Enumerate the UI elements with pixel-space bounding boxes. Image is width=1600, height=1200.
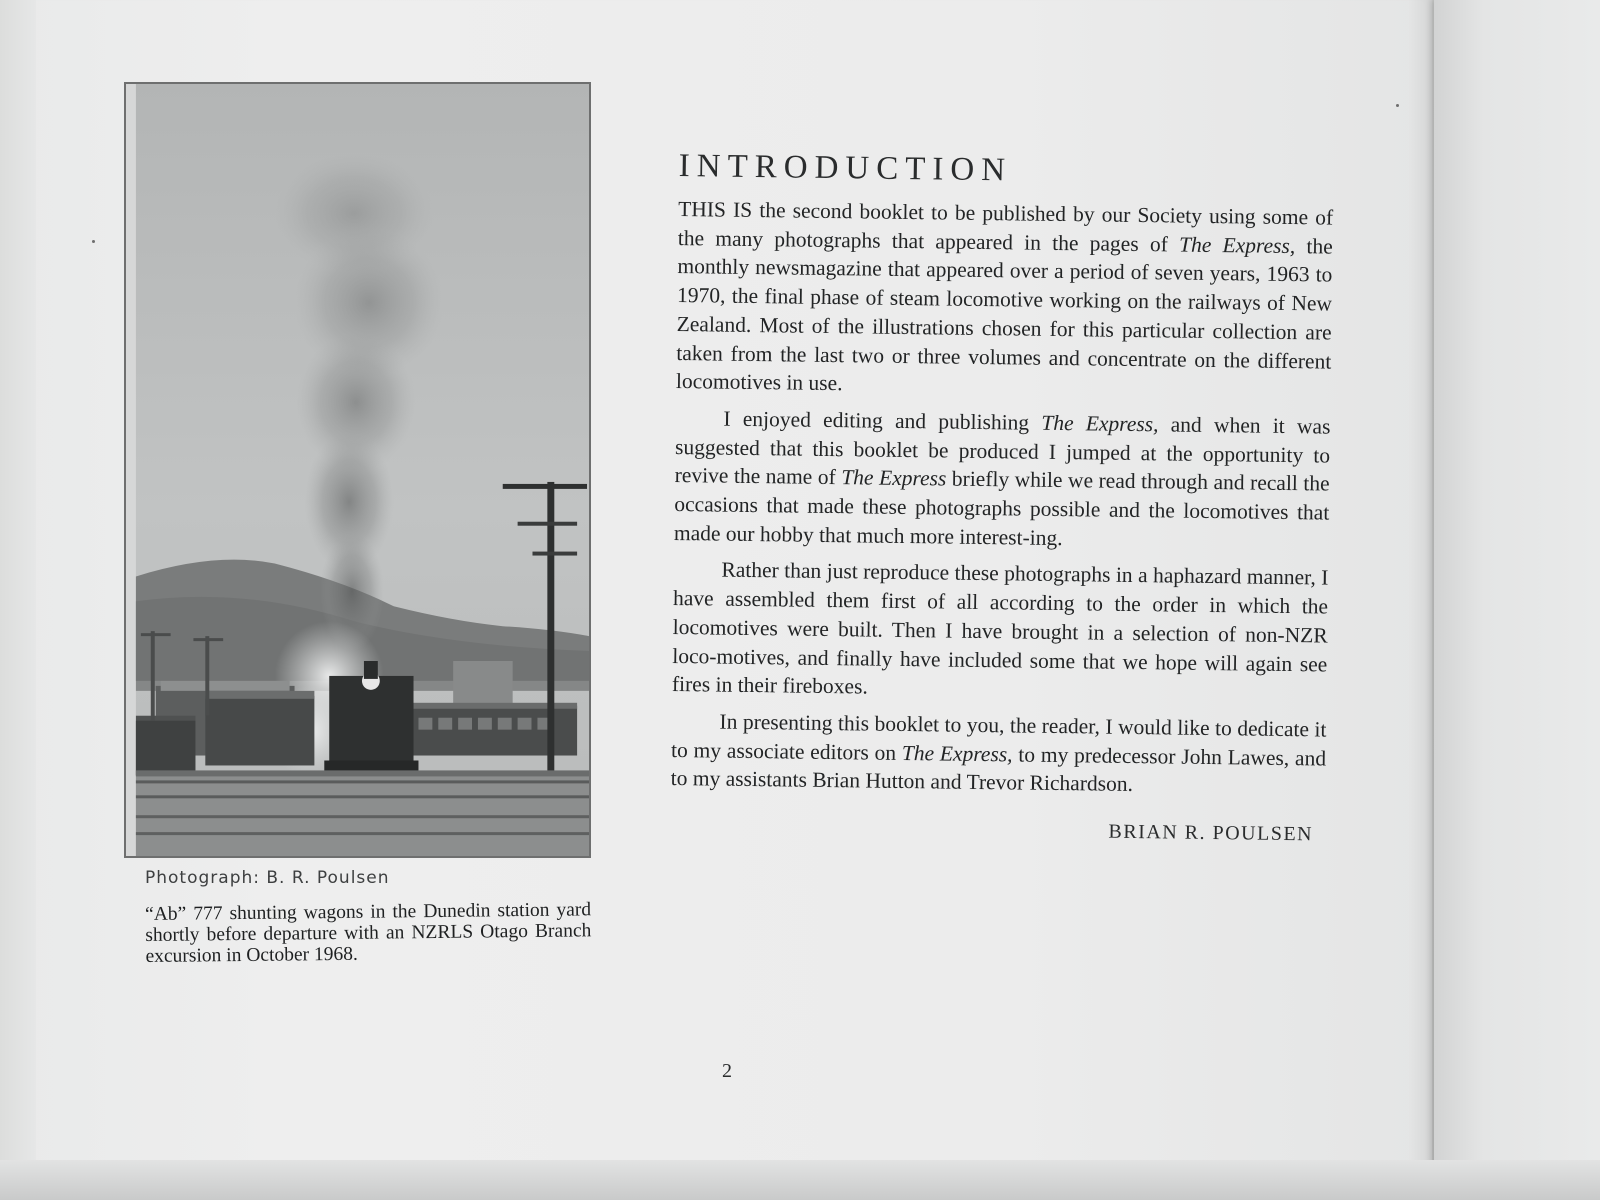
page-bottom-shadow	[0, 1160, 1600, 1200]
paragraph-1	[676, 195, 1334, 404]
photo-credit: Photograph: B. R. Poulsen	[145, 868, 390, 888]
paper-speck	[92, 240, 95, 243]
paragraph-1-text-a: THIS IS the second booklet to be published by our Society using some of the many photographs that appeared in the pages of	[677, 196, 1334, 257]
steam-locomotive-photo	[124, 82, 591, 858]
photo-illustration	[126, 84, 589, 856]
paragraph-3: Rather than just reproduce these photographs in a haphazard manner, I have assembled them first of all according to the order in which the locomotives were built. Then I have brought in a selection of non-NZR loco-motives, and finally have included some that we hope will again see fires in their fireboxes.	[671, 558, 1329, 699]
publication-title: The Express,	[1041, 410, 1159, 437]
publication-title: The Express,	[1178, 232, 1296, 258]
photo-caption: “Ab” 777 shunting wagons in the Dunedin station yard shortly before departure with an NZRLS Otago Branch excursion in October 1968.	[145, 899, 592, 967]
publication-title: The Express,	[901, 740, 1013, 767]
author-signature: BRIAN R. POULSEN	[1108, 820, 1314, 846]
paragraph-1-text-b: the monthly newsmagazine that appeared over a period of seven years, 1963 to 1970, the final phase of steam locomotive working on the railways of New Zealand. Most of the illustrations chosen for this particular collection are taken from the last two or three volumes and concentrate on the different locomotives in use.	[675, 233, 1333, 396]
page-edge	[0, 0, 36, 1175]
paragraph-4-text-a: In presenting this booklet to you, the reader, I would like to dedicate it to my associate editors on	[670, 709, 1327, 765]
paper-speck	[1396, 104, 1399, 107]
paragraph-2-text-c: briefly while we read through and recall the occasions that made these photographs possible and the locomotives that made our hobby that much more interest-ing.	[673, 466, 1330, 550]
right-page	[1434, 0, 1600, 1200]
paragraph-2	[674, 404, 1331, 556]
paragraph-2-text-b: and when it was suggested that this booklet be produced I jumped at the opportunity to revive the name of	[674, 412, 1331, 490]
page-number: 2	[722, 1060, 732, 1082]
introduction-text-column	[670, 148, 1334, 847]
page-title: INTRODUCTION	[678, 148, 1013, 189]
paragraph-4	[671, 707, 1327, 802]
publication-title: The Express	[841, 465, 947, 491]
paragraph-4-text-b: to my predecessor John Lawes, and to my assistants Brian Hutton and Trevor Richardson.	[670, 742, 1327, 797]
paragraph-2-text-a: I enjoyed editing and publishing	[723, 406, 1042, 435]
